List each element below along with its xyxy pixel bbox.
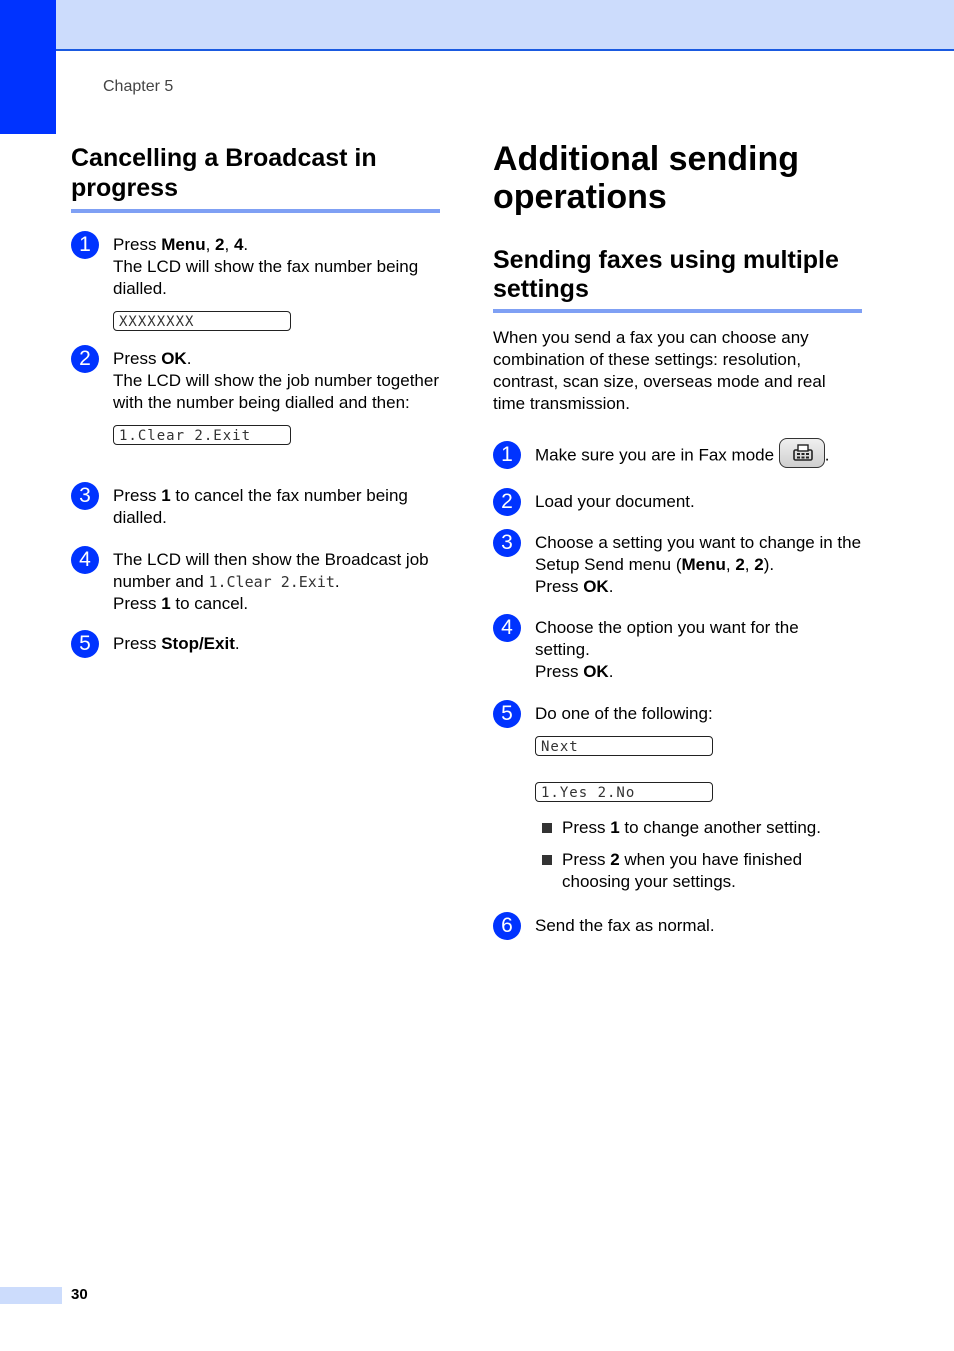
page-number: 30: [71, 1286, 88, 1303]
subsection-header: [493, 246, 862, 313]
bullet-item: Press 1 to change another setting.: [542, 817, 862, 839]
footer-band: [0, 1287, 62, 1304]
step-4: 4 Choose the option you want for the setting. Press OK.: [493, 617, 823, 683]
bullet-item: Press 2 when you have finished choosing your settings.: [542, 849, 862, 893]
bullet-square-icon: [542, 855, 552, 865]
right-column: [493, 140, 862, 216]
chapter-label: Chapter 5: [103, 78, 174, 95]
lcd-display-yes-no: 1.Yes 2.No: [535, 782, 713, 802]
step-1: 1 Make sure you are in Fax mode .: [493, 444, 862, 468]
lcd-display: XXXXXXXX: [113, 311, 291, 331]
step-3: 3 Press 1 to cancel the fax number being dialled.: [71, 485, 440, 529]
section-title-cancel-broadcast: Cancelling a Broadcast in progress: [71, 143, 440, 213]
step-number: 2: [493, 488, 521, 516]
fax-icon: [792, 444, 814, 462]
lcd-inline-text: 1.Clear 2.Exit: [208, 573, 335, 591]
step-5: 5 Press Stop/Exit.: [71, 633, 440, 655]
step-3: 3 Choose a setting you want to change in the Setup Send menu (Menu, 2, 2). Press OK.: [493, 532, 862, 598]
step-number: 1: [71, 231, 99, 259]
step-number: 2: [71, 345, 99, 373]
step-6: 6 Send the fax as normal.: [493, 915, 715, 937]
step-number: 4: [493, 614, 521, 642]
fax-mode-button[interactable]: [779, 438, 825, 468]
step-number: 3: [71, 482, 99, 510]
step-number: 5: [493, 700, 521, 728]
section-title-multiple-settings: Sending faxes using multiple settings: [493, 246, 862, 313]
step-5: 5 Do one of the following: Next 1.Yes 2.No Press 1 to change another setting. Press 2 when you have finished choosing your settings.: [493, 703, 862, 893]
step-2: 2 Press OK. The LCD will show the job number together with the number being dialled and then: 1.Clear 2.Exit: [71, 348, 440, 445]
step-number: 6: [493, 912, 521, 940]
step-number: 3: [493, 529, 521, 557]
step-4: 4 The LCD will then show the Broadcast job number and 1.Clear 2.Exit. Press 1 to cancel.: [71, 549, 440, 615]
step-number: 5: [71, 630, 99, 658]
chapter-tab: [0, 0, 56, 134]
step-2: 2 Load your document.: [493, 491, 695, 513]
bullet-square-icon: [542, 823, 552, 833]
header-band: [0, 0, 954, 51]
step-1: 1 Press Menu, 2, 4. The LCD will show the fax number being dialled. XXXXXXXX: [71, 234, 440, 331]
page-title: Additional sending operations: [493, 140, 799, 216]
intro-paragraph: When you send a fax you can choose any combination of these settings: resolution, contrast, scan size, overseas mode and real time transmission.: [493, 328, 826, 413]
step-number: 4: [71, 546, 99, 574]
left-column: [71, 143, 440, 213]
lcd-display: 1.Clear 2.Exit: [113, 425, 291, 445]
lcd-display-next: Next: [535, 736, 713, 756]
step-number: 1: [493, 441, 521, 469]
